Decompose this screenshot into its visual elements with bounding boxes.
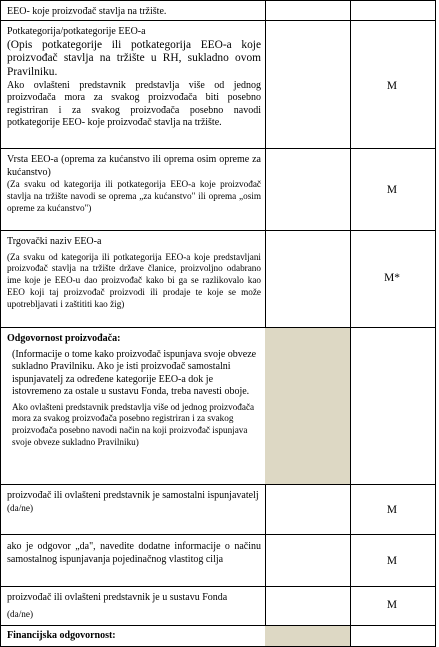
self-compliance-title: proizvođač ili ovlašteni predstavnik je samostalni ispunjavatelj <box>7 490 259 501</box>
fund-system-cell <box>7 592 261 620</box>
trade-name-title: Trgovački naziv EEO-a <box>7 236 102 247</box>
mandatory-mark: M <box>386 504 398 516</box>
row-border <box>0 0 436 1</box>
financial-responsibility-title: Financijska odgovornost: <box>7 630 116 641</box>
row-border <box>0 327 436 328</box>
continuation-line: EEO- koje proizvođač stavlja na tržište. <box>7 6 167 17</box>
mandatory-mark: M <box>386 555 398 567</box>
table-left-border <box>0 0 1 647</box>
row-border <box>0 534 436 535</box>
trade-name-cell <box>7 236 261 310</box>
producer-responsibility-cell <box>7 333 261 449</box>
trade-name-body: (Za svaku od kategorija ili potkategorija EEO-a koje predstavljani proizvođač stavlja na tržište države članice, proizvoljno odabrano ime koje je EEO-u dao proizvođač kako bi ga se razlikovalo kao EEO koji taj proizvođač proizvodi ili prodaje te koje se može upotrebljavati i zaštititi kao žig) <box>7 251 261 309</box>
eeo-type-title: Vrsta EEO-a (oprema za kućanstvo ili oprema osim opreme za kućanstvo) <box>7 154 261 178</box>
row-continuation-text <box>7 6 261 19</box>
financial-responsibility-cell <box>7 630 261 643</box>
additional-info-cell <box>7 541 261 566</box>
subcategory-body: (Opis potkategorije ili potkategorija EEO-a koje proizvođač stavlja na tržište u RH, sukladno ovom Pravilniku. <box>7 38 261 78</box>
row-border <box>0 148 436 149</box>
shaded-cell-responsibility <box>265 327 350 484</box>
column-divider-1 <box>265 0 266 647</box>
row-border <box>0 484 436 485</box>
responsibility-body-2: Ako ovlašteni predstavnik predstavlja više od jednog proizvođača mora za svakog proizvođača posebno registriran i za svakog proizvođača posebno navodi način na koji proizvođač ispunjava svoje obveze sukladno Pravilniku) <box>12 401 255 447</box>
self-compliance-cell <box>7 490 261 514</box>
shaded-cell-financial <box>265 625 350 647</box>
column-divider-2 <box>350 0 351 647</box>
mandatory-mark: M <box>386 184 398 196</box>
mandatory-mark: M <box>386 80 398 92</box>
additional-info-title: ako je odgovor „da", navedite dodatne informacije o načinu samostalnog ispunjavanja pojedinačnog vlastitog cilja <box>7 541 261 565</box>
fund-system-title: proizvođač ili ovlašteni predstavnik je u sustavu Fonda <box>7 592 228 603</box>
mandatory-mark: M <box>386 599 398 611</box>
row-border <box>0 586 436 587</box>
self-compliance-answer: (da/ne) <box>7 502 34 513</box>
fund-system-answer: (da/ne) <box>7 608 34 619</box>
subcategory-description-cell <box>7 26 261 130</box>
mandatory-mark: M* <box>384 272 400 284</box>
table-right-border <box>435 0 436 647</box>
row-border <box>0 625 436 626</box>
eeo-type-cell <box>7 154 261 214</box>
subcategory-body-2: Ako ovlašteni predstavnik predstavlja više od jednog proizvođača mora za svakog proizvođača biti posebno registriran i za svakog proizvođača posebno navodi potkategorije EEO- koje proizvođač stavlja na tržište. <box>7 79 261 129</box>
row-border <box>0 20 436 21</box>
responsibility-title: Odgovornost proizvođača: <box>7 333 121 344</box>
responsibility-body: (Informacije o tome kako proizvođač ispunjava svoje obveze sukladno Pravilniku. Ako je isti proizvođač samostalni ispunjavatelj za određene kategorije EEO-a dok je istovremeno za ostale u sustavu Fonda, treba navesti oboje. <box>12 348 257 397</box>
row-border <box>0 230 436 231</box>
eeo-type-body: (Za svaku od kategorija ili potkategorija EEO-a koje proizvođač stavlja na tržište navodi se oprema „za kućanstvo" ili oprema „osim opreme za kućanstvo") <box>7 179 261 213</box>
subcategory-title: Potkategorija/potkategorije EEO-a <box>7 26 146 37</box>
